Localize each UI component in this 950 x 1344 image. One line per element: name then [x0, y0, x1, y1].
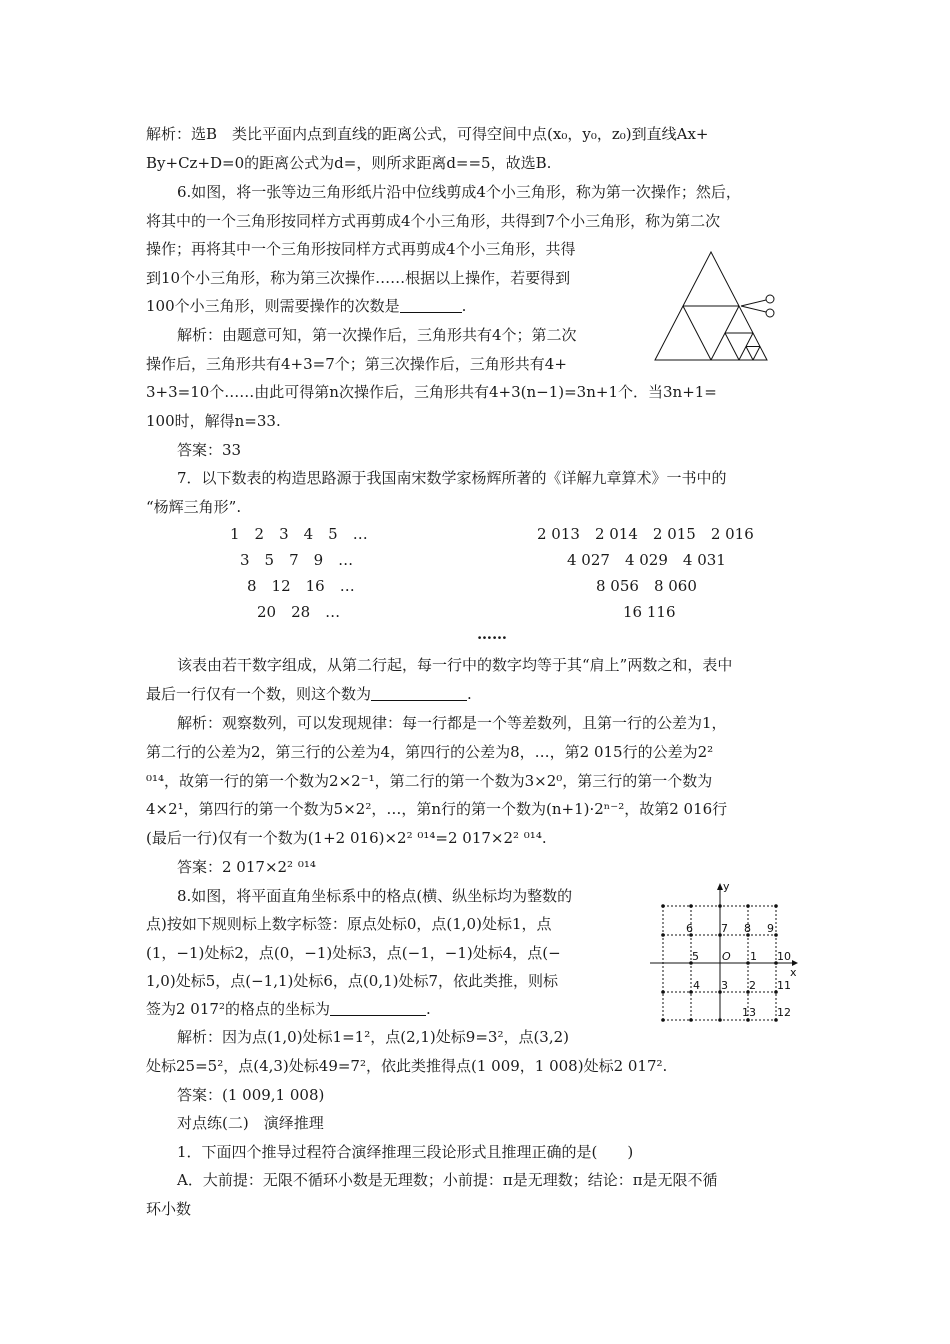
lattice-label: 9 — [767, 922, 774, 935]
axis-label-y: y — [723, 880, 730, 893]
lattice-grid-figure — [650, 880, 800, 1030]
q5-solution-line-1: 解析：选B 类比平面内点到直线的距离公式，可得空间中点(x₀，y₀，z₀)到直线Ax+ — [146, 125, 709, 143]
q7-answer: 答案：2 017×2² ⁰¹⁴ — [177, 858, 316, 876]
q6-line-2: 将其中的一个三角形按同样方式再剪成4个小三角形，共得到7个小三角形，称为第二次 — [146, 212, 721, 230]
lattice-label: 5 — [692, 950, 699, 963]
number-table-right-row-2: 4 027 4 029 4 031 — [567, 551, 726, 569]
lattice-label: 11 — [777, 979, 791, 992]
axis-label-x: x — [790, 966, 797, 979]
q7-line-3: 该表由若干数字组成，从第二行起，每一行中的数字均等于其“肩上”两数之和，表中 — [177, 656, 733, 674]
q7-solution-line-1: 解析：观察数列，可以发现规律：每一行都是一个等差数列，且第一行的公差为1， — [177, 714, 727, 732]
lattice-label: 3 — [721, 979, 728, 992]
q8-line-5: 签为2 017²的格点的坐标为 . — [146, 1000, 431, 1018]
number-table-left-row-1: 1 2 3 4 5 … — [230, 525, 368, 543]
q6-solution-line-2: 操作后，三角形共有4+3=7个；第三次操作后，三角形共有4+ — [146, 355, 567, 373]
q8-answer: 答案：(1 009,1 008) — [177, 1086, 325, 1104]
q6-line-3: 操作；再将其中一个三角形按同样方式再剪成4个小三角形，共得 — [146, 240, 576, 258]
q8-line-4: 1,0)处标5，点(−1,1)处标6，点(0,1)处标7，依此类推，则标 — [146, 972, 559, 990]
lattice-label: 7 — [721, 922, 728, 935]
q6-solution-line-4: 100时，解得n=33. — [146, 412, 281, 430]
q6-line-5: 100个小三角形，则需要操作的次数是 . — [146, 297, 467, 315]
section-heading: 对点练(二) 演绎推理 — [177, 1114, 324, 1132]
q6-answer: 答案：33 — [177, 441, 242, 459]
q6-line-1: 6.如图，将一张等边三角形纸片沿中位线剪成4个小三角形，称为第一次操作；然后， — [177, 183, 741, 201]
q7-solution-line-5: (最后一行)仅有一个数为(1+2 016)×2² ⁰¹⁴=2 017×2² ⁰¹⁴. — [146, 829, 547, 847]
q8-line-2: 点)按如下规则标上数字标签：原点处标0，点(1,0)处标1，点 — [146, 915, 552, 933]
lattice-label: 1 — [750, 950, 757, 963]
answer-blank — [330, 1000, 426, 1016]
q7-line-2: “杨辉三角形”. — [146, 498, 242, 516]
lattice-label: 2 — [749, 979, 756, 992]
number-table-left-row-4: 20 28 … — [257, 603, 341, 621]
q1-line: 1．下面四个推导过程符合演绎推理三段论形式且推理正确的是( ) — [177, 1143, 634, 1161]
number-table-left-row-3: 8 12 16 … — [247, 577, 355, 595]
lattice-label: 10 — [777, 950, 791, 963]
number-table-right-row-3: 8 056 8 060 — [596, 577, 697, 595]
q8-solution-line-2: 处标25=5²，点(4,3)处标49=7²，依此类推得点(1 009，1 008)处标2 017². — [146, 1057, 668, 1075]
q7-solution-line-4: 4×2¹，第四行的第一个数为5×2²，…，第n行的第一个数为(n+1)·2ⁿ⁻²，故第2 016行 — [146, 800, 728, 818]
number-table-ellipsis: …… — [477, 625, 507, 643]
number-table-right-row-4: 16 116 — [623, 603, 676, 621]
q8-line-3: (1，−1)处标2，点(0，−1)处标3，点(−1，−1)处标4，点(− — [146, 944, 561, 962]
answer-blank — [371, 685, 467, 701]
q7-line-1: 7．以下数表的构造思路源于我国南宋数学家杨辉所著的《详解九章算术》一书中的 — [177, 469, 727, 487]
q1-option-a-line-2: 环小数 — [146, 1200, 192, 1218]
q7-line-4: 最后一行仅有一个数，则这个数为 . — [146, 685, 472, 703]
lattice-label: 8 — [744, 922, 751, 935]
triangle-cutting-figure — [650, 248, 782, 364]
number-table-right-row-1: 2 013 2 014 2 015 2 016 — [537, 525, 754, 543]
lattice-label: 4 — [693, 979, 700, 992]
scissors-icon — [741, 295, 774, 317]
answer-blank — [400, 297, 462, 313]
q8-line-1: 8.如图，将平面直角坐标系中的格点(横、纵坐标均为整数的 — [177, 887, 573, 905]
lattice-label: 13 — [742, 1006, 756, 1019]
number-table-left-row-2: 3 5 7 9 … — [240, 551, 354, 569]
q7-solution-line-2: 第二行的公差为2，第三行的公差为4，第四行的公差为8，…，第2 015行的公差为2² — [146, 743, 714, 761]
q6-solution-line-1: 解析：由题意可知，第一次操作后，三角形共有4个；第二次 — [177, 326, 577, 344]
q5-solution-line-2: By+Cz+D=0的距离公式为d=，则所求距离d==5，故选B. — [146, 154, 552, 172]
q8-solution-line-1: 解析：因为点(1,0)处标1=1²，点(2,1)处标9=3²，点(3,2) — [177, 1028, 570, 1046]
origin-label: O — [722, 950, 731, 963]
q6-line-4: 到10个小三角形，称为第三次操作……根据以上操作，若要得到 — [146, 269, 571, 287]
q1-option-a-line-1: A．大前提：无限不循环小数是无理数；小前提：π是无理数；结论：π是无限不循 — [177, 1171, 718, 1189]
q7-solution-line-3: ⁰¹⁴，故第一行的第一个数为2×2⁻¹，第二行的第一个数为3×2⁰，第三行的第一个数为 — [146, 772, 713, 790]
q6-solution-line-3: 3+3=10个……由此可得第n次操作后，三角形共有4+3(n−1)=3n+1个．当3n+1= — [146, 383, 717, 401]
lattice-label: 6 — [686, 922, 693, 935]
lattice-label: 12 — [777, 1006, 791, 1019]
